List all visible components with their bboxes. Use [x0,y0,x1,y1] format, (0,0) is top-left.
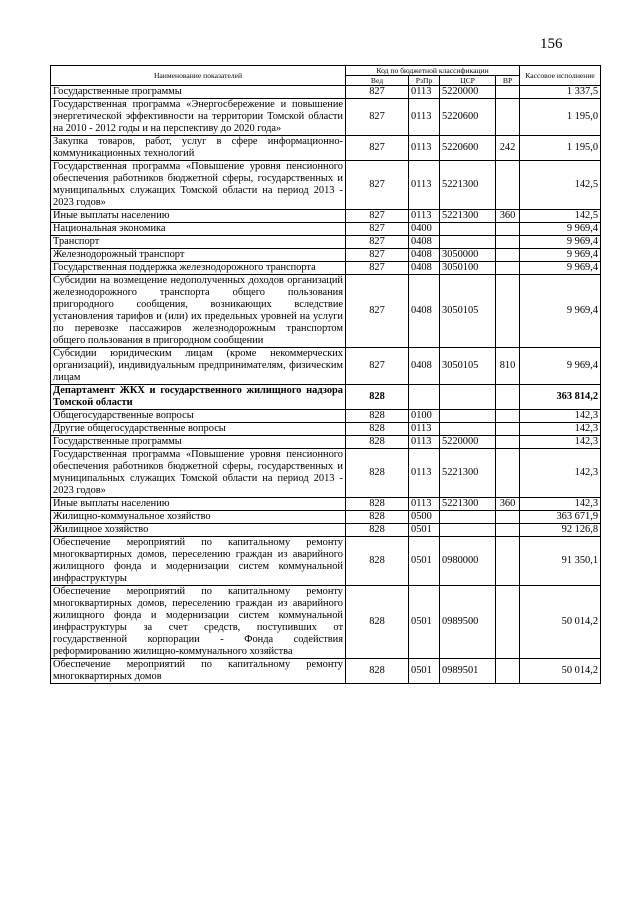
row-amount: 91 350,1 [520,537,601,586]
row-rzpr: 0408 [409,275,440,348]
row-amount: 363 671,9 [520,511,601,524]
row-csr [440,524,496,537]
row-csr: 3050105 [440,275,496,348]
row-name: Закупка товаров, работ, услуг в сфере информационно-коммуникационных технологий [51,136,346,161]
header-name: Наименование показателей [51,66,346,86]
row-amount: 9 969,4 [520,236,601,249]
row-amount: 142,5 [520,210,601,223]
row-ved: 828 [346,410,409,423]
row-rzpr: 0501 [409,524,440,537]
row-amount: 9 969,4 [520,348,601,385]
row-name: Жилищно-коммунальное хозяйство [51,511,346,524]
row-amount: 142,3 [520,423,601,436]
row-csr: 5221300 [440,210,496,223]
row-vr [496,249,520,262]
row-amount: 9 969,4 [520,223,601,236]
row-amount: 1 337,5 [520,86,601,99]
row-amount: 142,3 [520,410,601,423]
row-vr [496,385,520,410]
row-amount: 1 195,0 [520,136,601,161]
row-vr [496,449,520,498]
row-csr: 0989500 [440,586,496,659]
row-ved: 827 [346,161,409,210]
row-ved: 827 [346,249,409,262]
row-rzpr: 0501 [409,586,440,659]
row-ved: 828 [346,524,409,537]
row-csr [440,423,496,436]
row-ved: 827 [346,348,409,385]
table-row [51,223,601,236]
row-rzpr: 0113 [409,449,440,498]
row-vr [496,423,520,436]
row-rzpr: 0113 [409,436,440,449]
header-vr: ВР [496,76,520,86]
row-rzpr: 0408 [409,249,440,262]
table-row [51,410,601,423]
row-vr [496,586,520,659]
row-rzpr: 0113 [409,423,440,436]
row-ved: 827 [346,223,409,236]
table-row [51,586,601,659]
table-row [51,537,601,586]
row-rzpr [409,385,440,410]
table-row [51,524,601,537]
row-name: Общегосударственные вопросы [51,410,346,423]
row-vr [496,659,520,684]
row-rzpr: 0113 [409,86,440,99]
row-rzpr: 0113 [409,498,440,511]
row-name: Иные выплаты населению [51,498,346,511]
table-row [51,423,601,436]
row-name: Железнодорожный транспорт [51,249,346,262]
row-amount: 142,3 [520,449,601,498]
row-name: Обеспечение мероприятий по капитальному ремонту многоквартирных домов, переселению граждан из аварийного жилищного фонда и модернизации систем коммунальной инфраструктуры [51,537,346,586]
header-rzpr: РзПр [409,76,440,86]
row-amount: 50 014,2 [520,659,601,684]
row-name: Государственные программы [51,86,346,99]
row-csr [440,223,496,236]
row-ved: 828 [346,385,409,410]
row-name: Другие общегосударственные вопросы [51,423,346,436]
row-vr [496,511,520,524]
row-name: Транспорт [51,236,346,249]
row-amount: 142,3 [520,498,601,511]
row-csr: 5220600 [440,99,496,136]
row-rzpr: 0408 [409,262,440,275]
row-amount: 92 126,8 [520,524,601,537]
row-amount: 363 814,2 [520,385,601,410]
row-csr [440,385,496,410]
row-vr [496,86,520,99]
row-ved: 828 [346,423,409,436]
row-ved: 827 [346,210,409,223]
page-number: 156 [540,36,563,52]
row-amount: 142,3 [520,436,601,449]
row-vr [496,262,520,275]
row-ved: 827 [346,236,409,249]
row-vr [496,236,520,249]
row-vr: 242 [496,136,520,161]
table-row [51,449,601,498]
table-row [51,511,601,524]
table-body [51,86,601,684]
row-ved: 828 [346,498,409,511]
table-row [51,236,601,249]
row-rzpr: 0500 [409,511,440,524]
row-vr [496,275,520,348]
row-vr [496,524,520,537]
row-ved: 828 [346,586,409,659]
row-ved: 827 [346,86,409,99]
table-row [51,659,601,684]
table-row [51,436,601,449]
table-row [51,385,601,410]
row-name: Государственная поддержка железнодорожного транспорта [51,262,346,275]
row-vr [496,223,520,236]
header-code-group: Код по бюджетной классификации [346,66,520,76]
table-row [51,498,601,511]
row-name: Государственная программа «Энергосбережение и повышение энергетической эффективности на территории Томской области на 2010 - 2012 годы и на перспективу до 2020 года» [51,99,346,136]
table-row [51,161,601,210]
row-name: Обеспечение мероприятий по капитальному ремонту многоквартирных домов [51,659,346,684]
row-name: Государственная программа «Повышение уровня пенсионного обеспечения работников бюджетной сферы, государственных и муниципальных служащих Томской области на период 2013 - 2023 годов» [51,449,346,498]
row-rzpr: 0408 [409,348,440,385]
row-rzpr: 0501 [409,537,440,586]
row-vr [496,99,520,136]
table-row [51,99,601,136]
row-name: Государственная программа «Повышение уровня пенсионного обеспечения работников бюджетной сферы, государственных и муниципальных служащих Томской области на период 2013 - 2023 годов» [51,161,346,210]
row-name: Жилищное хозяйство [51,524,346,537]
row-csr: 5220600 [440,136,496,161]
row-csr: 3050105 [440,348,496,385]
row-ved: 828 [346,449,409,498]
row-name: Иные выплаты населению [51,210,346,223]
header-ved: Вед [346,76,409,86]
row-rzpr: 0113 [409,210,440,223]
row-ved: 827 [346,99,409,136]
row-csr: 0980000 [440,537,496,586]
row-name: Департамент ЖКХ и государственного жилищного надзора Томской области [51,385,346,410]
row-csr: 5221300 [440,161,496,210]
row-csr [440,410,496,423]
row-amount: 9 969,4 [520,262,601,275]
row-amount: 1 195,0 [520,99,601,136]
row-ved: 828 [346,537,409,586]
table-row [51,86,601,99]
row-amount: 9 969,4 [520,275,601,348]
row-vr: 810 [496,348,520,385]
row-rzpr: 0113 [409,136,440,161]
row-csr [440,236,496,249]
row-csr: 5221300 [440,449,496,498]
row-rzpr: 0113 [409,161,440,210]
row-vr [496,161,520,210]
row-amount: 142,5 [520,161,601,210]
row-vr [496,410,520,423]
table-row [51,348,601,385]
row-name: Национальная экономика [51,223,346,236]
row-ved: 827 [346,262,409,275]
row-ved: 828 [346,659,409,684]
row-vr [496,537,520,586]
table-row [51,249,601,262]
row-name: Субсидии юридическим лицам (кроме некоммерческих организаций), индивидуальным предпринимателям, физическим лицам [51,348,346,385]
row-vr [496,436,520,449]
row-ved: 828 [346,511,409,524]
row-rzpr: 0113 [409,99,440,136]
row-ved: 828 [346,436,409,449]
budget-table [50,65,601,684]
row-name: Обеспечение мероприятий по капитальному ремонту многоквартирных домов, переселению граждан из аварийного жилищного фонда и модернизации систем коммунальной инфраструктуры за счет средств, поступивших от государственной корпорации - Фонда содействия реформированию жилищно-коммунального хозяйства [51,586,346,659]
row-amount: 9 969,4 [520,249,601,262]
row-csr: 5221300 [440,498,496,511]
row-csr: 5220000 [440,86,496,99]
row-csr: 3050000 [440,249,496,262]
row-csr: 5220000 [440,436,496,449]
row-ved: 827 [346,275,409,348]
row-name: Государственные программы [51,436,346,449]
table-row [51,262,601,275]
table-row [51,275,601,348]
row-rzpr: 0100 [409,410,440,423]
row-rzpr: 0501 [409,659,440,684]
header-csr: ЦСР [440,76,496,86]
row-vr: 360 [496,210,520,223]
header-amount: Кассовое исполнение [520,66,601,86]
table-row [51,210,601,223]
row-csr [440,511,496,524]
row-csr: 0989501 [440,659,496,684]
row-name: Субсидии на возмещение недополученных доходов организаций железнодорожного транспорта общего пользования пригородного сообщения, возникающих вследствие установления тарифов и (или) их предельных уровней на услуги по перевозке пассажиров железнодорожным транспортом общего пользования в пригородном сообщении [51,275,346,348]
table-row [51,136,601,161]
row-csr: 3050100 [440,262,496,275]
row-rzpr: 0400 [409,223,440,236]
row-rzpr: 0408 [409,236,440,249]
row-amount: 50 014,2 [520,586,601,659]
row-vr: 360 [496,498,520,511]
row-ved: 827 [346,136,409,161]
